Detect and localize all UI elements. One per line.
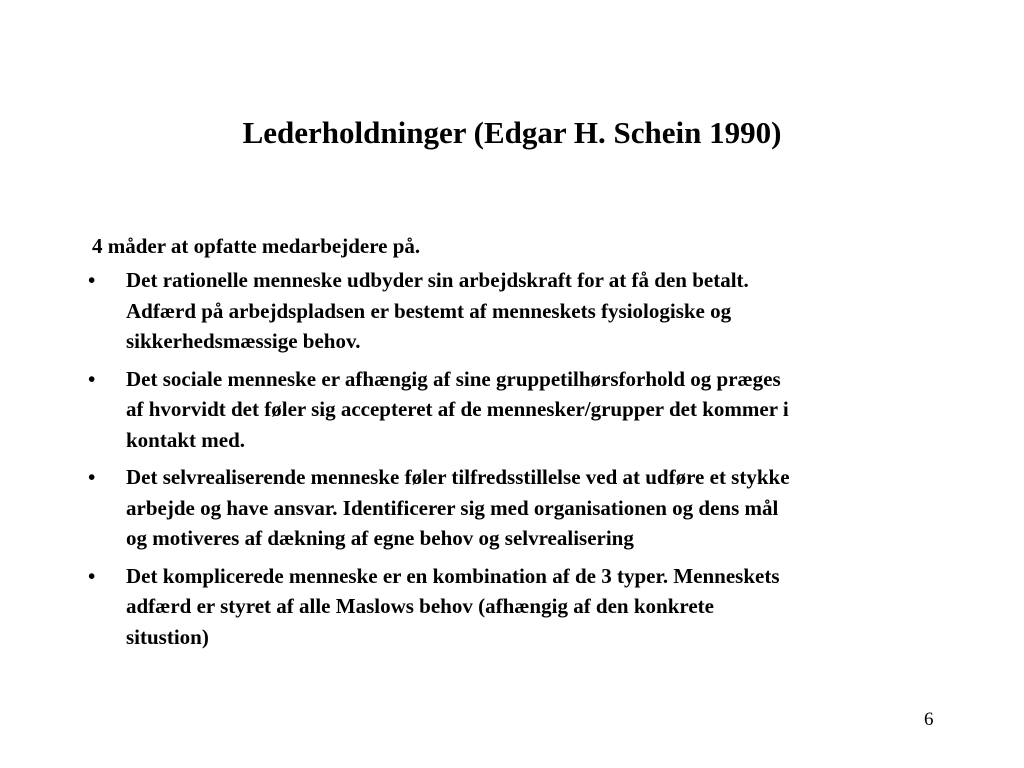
bullet-line: Det rationelle menneske udbyder sin arbejdskraft for at få den betalt.	[126, 268, 749, 292]
bullet-line: Det selvrealiserende menneske føler tilfredsstillelse ved at udføre et stykke	[126, 465, 790, 489]
bullet-line: Det komplicerede menneske er en kombination af de 3 typer. Menneskets	[126, 563, 780, 588]
bullet-text	[126, 265, 956, 357]
bullet-line: situstion)	[126, 624, 209, 649]
bullet-line: Det sociale menneske er afhængig af sine gruppetilhørsforhold og præges	[126, 366, 781, 391]
bullet-line: kontakt med.	[126, 427, 246, 452]
bullet-text	[126, 462, 956, 554]
bullet-item-self-realizing	[86, 462, 956, 554]
bullet-line: sikkerhedsmæssige behov.	[126, 329, 361, 353]
page-number: 6	[924, 709, 934, 730]
bullet-item-complex	[86, 561, 956, 653]
bullet-item-social	[86, 364, 956, 456]
bullet-line: af hvorvidt det føler sig accepteret af de mennesker/grupper det kommer i	[126, 397, 789, 421]
bullet-icon: •	[88, 563, 96, 588]
bullet-list	[86, 265, 956, 659]
intro-text: 4 måder at opfatte medarbejdere på.	[92, 234, 421, 258]
bullet-line: adfærd er styret af alle Maslows behov (afhængig af den konkrete	[126, 594, 714, 618]
bullet-line: arbejde og have ansvar. Identificerer sig med organisationen og dens mål	[126, 495, 779, 520]
bullet-line: og motiveres af dækning af egne behov og selvrealisering	[126, 526, 634, 550]
bullet-text	[126, 364, 956, 456]
bullet-icon: •	[88, 366, 96, 391]
bullet-item-rational	[86, 265, 956, 357]
bullet-text	[126, 561, 956, 653]
bullet-line: Adfærd på arbejdspladsen er bestemt af menneskets fysiologiske og	[126, 298, 732, 323]
bullet-icon: •	[88, 268, 96, 292]
bullet-icon: •	[88, 465, 96, 489]
slide-title: Lederholdninger (Edgar H. Schein 1990)	[242, 115, 782, 150]
